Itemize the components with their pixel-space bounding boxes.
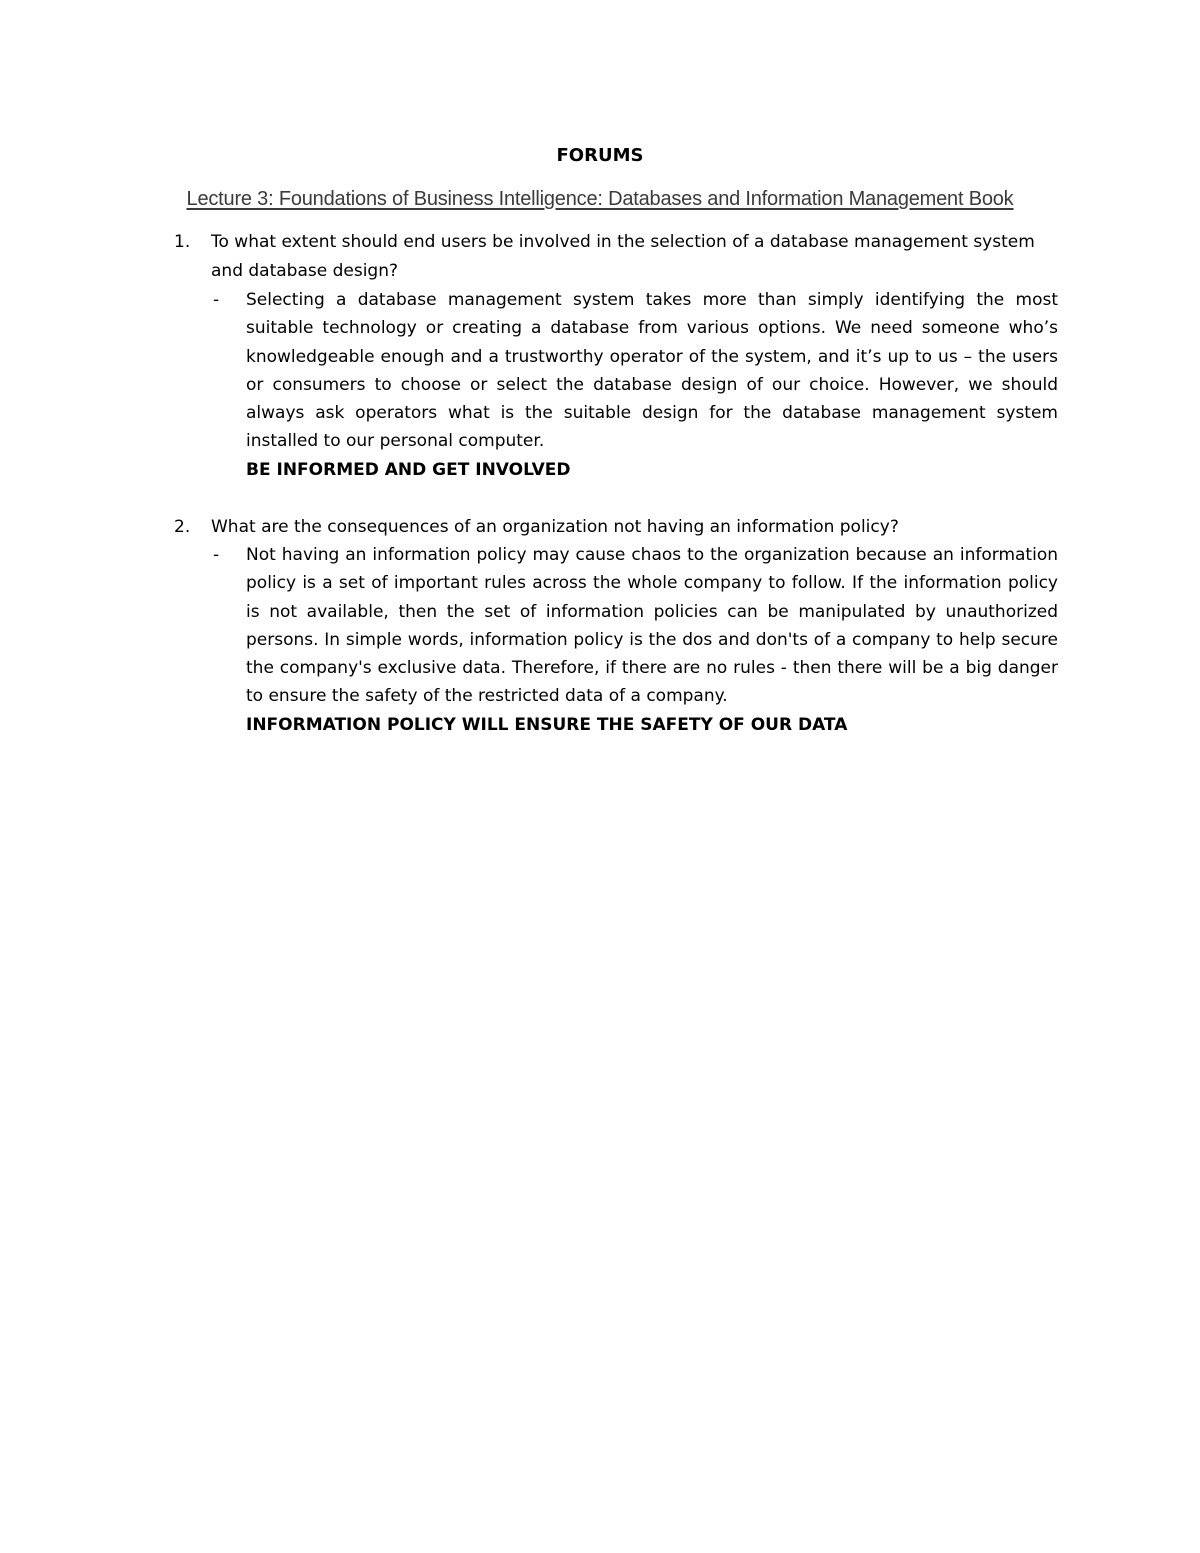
answer-emphasis: BE INFORMED AND GET INVOLVED — [246, 460, 571, 480]
answer-text: Selecting a database management system takes more than simply identifying the most suitable technology or creating a database from various options. We need someone who’s knowledgeable enough and a trustworthy operator of the system, and it’s up to us – the users or consumers to choose or select the database design of our choice. However, we should always ask operators what is the suitable design for the database management system installed to our personal computer. — [246, 290, 1058, 452]
answer-text: Not having an information policy may cause chaos to the organization because an information policy is a set of important rules across the whole company to follow. If the information policy is not available, then the set of information policies can be manipulated by unauthorized persons. In simple words, information policy is the dos and don'ts of a company to help secure the company's exclusive data. Therefore, if there are no rules - then there will be a big danger to ensure the safety of the restricted data of a company. — [246, 545, 1058, 707]
answer-emphasis: INFORMATION POLICY WILL ENSURE THE SAFETY OF OUR DATA — [246, 715, 848, 735]
question-text: What are the consequences of an organization not having an information policy? — [211, 517, 899, 537]
question-text: To what extent should end users be involved in the selection of a database management system and database design? — [211, 232, 1035, 281]
page-title: FORUMS — [556, 145, 644, 166]
lecture-subtitle: Lecture 3: Foundations of Business Intelligence: Databases and Information Management Book — [186, 188, 1014, 210]
question-number: 1. — [174, 232, 191, 252]
answer-bullet: - — [213, 545, 220, 565]
answer-bullet: - — [213, 290, 220, 310]
question-number: 2. — [174, 517, 191, 537]
